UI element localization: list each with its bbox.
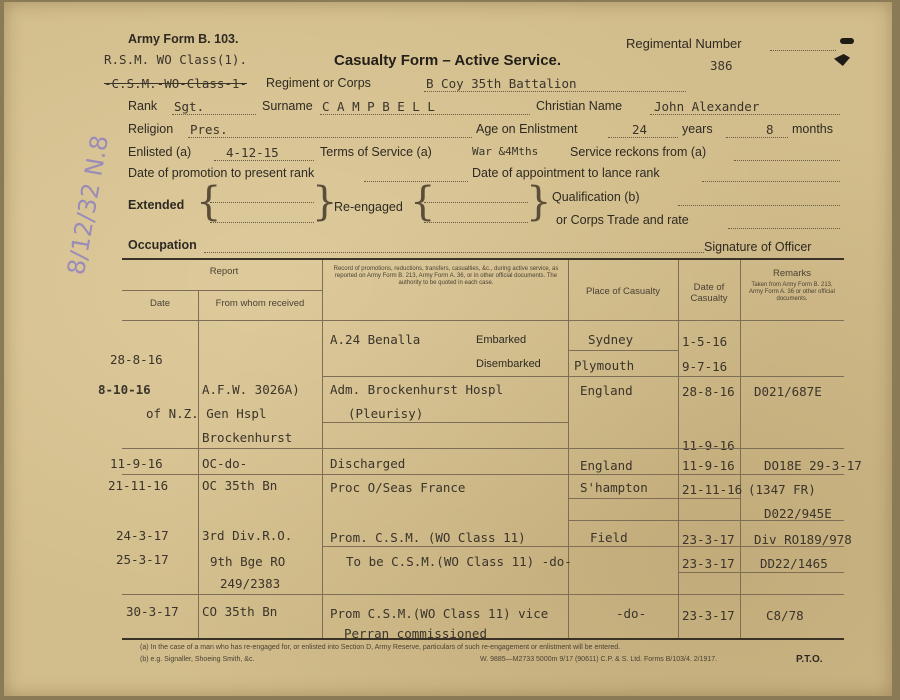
remarks-cell: (1347 FR) <box>748 482 816 497</box>
surname-label: Surname <box>262 99 313 113</box>
army-form-number: Army Form B. 103. <box>128 32 239 46</box>
regimental-number-dots <box>770 50 836 51</box>
date-cell: 11-9-16 <box>110 456 163 471</box>
row-rule <box>122 594 844 595</box>
religion-dots <box>188 137 472 138</box>
col-divider <box>678 260 679 638</box>
date-cell: 28-8-16 <box>110 352 163 367</box>
row-rule <box>322 422 568 423</box>
date-cell: 30-3-17 <box>126 604 179 619</box>
record-cell: (Pleurisy) <box>348 406 424 421</box>
months-label: months <box>792 122 833 136</box>
date-cell: 24-3-17 <box>116 528 169 543</box>
date-cell: 25-3-17 <box>116 552 169 567</box>
row-rule <box>322 376 844 377</box>
remarks-cell: D022/945E <box>764 506 832 521</box>
ink-mark <box>834 54 850 66</box>
age-years-value: 24 <box>632 122 648 137</box>
remarks-cell: D021/687E <box>754 384 822 399</box>
regiment-dots <box>424 91 686 92</box>
row-rule <box>122 448 844 449</box>
pencil-annotation: 8/12/32 N.8 <box>62 133 115 277</box>
service-reckons-dots <box>734 160 840 161</box>
years-label: years <box>682 122 713 136</box>
date-casualty-cell: 11-9-16 <box>682 438 735 453</box>
reengaged-dots-2 <box>424 222 528 223</box>
casualty-form-sheet <box>4 2 892 696</box>
row-rule <box>568 350 678 351</box>
occupation-dots <box>204 252 704 253</box>
corps-trade-dots <box>728 228 840 229</box>
promotion-date-label: Date of promotion to present rank <box>128 166 315 180</box>
row-rule <box>568 498 740 499</box>
header-date-casualty: Date of Casualty <box>690 282 728 304</box>
table-top-rule <box>122 258 844 260</box>
place-cell: Sydney <box>588 332 634 347</box>
regimental-number-label: Regimental Number <box>626 36 742 51</box>
remarks-cell: Div RO189/978 <box>754 532 852 547</box>
record-cell: Proc O/Seas France <box>330 480 466 495</box>
age-years-dots <box>608 137 678 138</box>
extended-dots-2 <box>210 222 314 223</box>
place-cell: -do- <box>616 606 647 621</box>
brace-left: { <box>196 179 222 225</box>
place-cell: England <box>580 383 633 398</box>
row-rule <box>678 572 844 573</box>
record-cell: Prom C.S.M.(WO Class 11) vice <box>330 606 549 621</box>
row-rule <box>322 546 844 547</box>
from-cell: 249/2383 <box>220 576 281 591</box>
header-remarks-sub: Taken from Army Form B. 213, Army Form A. 36 or other official documents. <box>749 282 835 302</box>
lance-rank-dots <box>702 181 840 182</box>
age-months-dots <box>726 137 788 138</box>
record-cell: Disembarked <box>476 358 541 370</box>
occupation-label: Occupation <box>128 238 197 252</box>
place-cell: S'hampton <box>580 480 648 495</box>
header-remarks: Remarks <box>772 268 811 279</box>
religion-value: Pres. <box>190 122 228 137</box>
rank-label: Rank <box>128 99 158 113</box>
regiment-value: B Coy 35th Battalion <box>426 76 577 91</box>
col-divider <box>568 260 569 638</box>
brace-right: } <box>312 179 338 225</box>
extended-dots-1 <box>210 202 314 203</box>
from-cell: Brockenhurst <box>202 430 293 445</box>
record-cell: To be C.S.M.(WO Class 11) -do- <box>346 554 572 569</box>
service-reckons-label: Service reckons from (a) <box>570 145 707 159</box>
date-casualty-cell: 11-9-16 <box>682 458 735 473</box>
col-divider <box>198 290 199 638</box>
header-bottom-rule <box>122 320 844 321</box>
christian-name-dots <box>650 114 840 115</box>
header-from-whom: From whom received <box>215 298 305 309</box>
record-cell: Embarked <box>476 334 527 346</box>
remarks-cell: C8/78 <box>766 608 804 623</box>
place-cell: Field <box>590 530 628 545</box>
record-cell: A.24 Benalla <box>330 332 421 347</box>
enlisted-dots <box>214 160 314 161</box>
date-casualty-cell: 28-8-16 <box>682 384 735 399</box>
reengaged-dots-1 <box>424 202 528 203</box>
col-divider <box>740 260 741 638</box>
regiment-label: Regiment or Corps <box>266 76 371 90</box>
remarks-cell: DD22/1465 <box>760 556 828 571</box>
corps-trade-label: or Corps Trade and rate <box>556 213 689 227</box>
from-cell: 3rd Div.R.O. <box>202 528 293 543</box>
date-casualty-cell: 23-3-17 <box>682 608 735 623</box>
from-cell: A.F.W. 3026A) <box>202 382 300 397</box>
place-cell: Plymouth <box>574 358 635 373</box>
place-cell: England <box>580 458 633 473</box>
brace-left: { <box>410 179 436 225</box>
brace-right: } <box>526 179 552 225</box>
remarks-cell: DO18E 29-3-17 <box>764 458 862 473</box>
rank-rsm: R.S.M. WO Class(1). <box>104 52 247 67</box>
qualification-dots <box>678 205 840 206</box>
footnote-a: (a) In the case of a man who has re-engaged for, or enlisted into Section D, Army Reserve, particulars of such re-engagement or enlistment will be entered. <box>140 644 621 651</box>
footnote-b: (b) e.g. Signaller, Shoeing Smith, &c. <box>140 656 255 663</box>
form-title: Casualty Form – Active Service. <box>334 52 562 69</box>
pto-label: P.T.O. <box>796 654 823 665</box>
row-rule <box>122 474 844 475</box>
record-cell: Adm. Brockenhurst Hospl <box>330 382 504 397</box>
row-rule <box>568 520 844 521</box>
from-cell: OC-do- <box>202 456 248 471</box>
report-subheader-rule <box>122 290 322 291</box>
signature-label: Signature of Officer <box>704 240 812 254</box>
printer-imprint: W. 9885—M2733 5000m 9/17 (90611) C.P. & S. Ltd. Forms B/103/4. 2/1917. <box>480 656 718 663</box>
age-label: Age on Enlistment <box>476 122 578 136</box>
header-report: Report <box>209 266 239 277</box>
header-place: Place of Casualty <box>586 286 660 297</box>
enlisted-label: Enlisted (a) <box>128 145 192 159</box>
rank-dots <box>172 114 256 115</box>
enlisted-value: 4-12-15 <box>226 145 279 160</box>
ink-mark <box>840 38 854 44</box>
col-divider <box>322 260 323 638</box>
regimental-number-value: 386 <box>710 58 733 73</box>
date-cell: 8-10-16 <box>98 382 151 397</box>
lance-rank-label: Date of appointment to lance rank <box>472 166 660 180</box>
from-cell: OC 35th Bn <box>202 478 278 493</box>
christian-name-label: Christian Name <box>536 99 623 113</box>
date-casualty-cell: 23-3-17 <box>682 532 735 547</box>
header-date: Date <box>149 298 171 309</box>
from-cell: of N.Z. Gen Hspl <box>146 406 267 421</box>
record-cell: Prom. C.S.M. (WO Class 11) <box>330 530 526 545</box>
from-cell: CO 35th Bn <box>202 604 278 619</box>
header-record: Record of promotions, reductions, transfers, casualties, &c., during active service, as reported on Army Form B. 213, Army Form A. 36, or in other official documents. The authority to be quoted in each case. <box>333 266 559 286</box>
date-cell: 21-11-16 <box>108 478 169 493</box>
terms-value: War &4Mths <box>472 145 539 158</box>
rank-value: Sgt. <box>174 99 205 114</box>
age-months-value: 8 <box>766 122 774 137</box>
rank-csm-struck: -C.S.M.-WO-Class-1- <box>104 76 247 91</box>
reengaged-label: Re-engaged <box>334 200 403 214</box>
qualification-label: Qualification (b) <box>552 190 640 204</box>
surname-dots <box>320 114 530 115</box>
extended-label: Extended <box>128 198 185 212</box>
date-casualty-cell: 21-11-16 <box>682 482 743 497</box>
terms-label: Terms of Service (a) <box>320 145 432 159</box>
religion-label: Religion <box>128 122 174 136</box>
christian-name-value: John Alexander <box>654 99 760 114</box>
date-casualty-cell: 23-3-17 <box>682 556 735 571</box>
record-cell: Discharged <box>330 456 406 471</box>
date-casualty-cell: 1-5-16 <box>682 334 728 349</box>
surname-value: C A M P B E L L <box>322 99 435 114</box>
record-cell: Perran commissioned <box>344 626 487 641</box>
date-casualty-cell: 9-7-16 <box>682 359 728 374</box>
from-cell: 9th Bge RO <box>210 554 286 569</box>
